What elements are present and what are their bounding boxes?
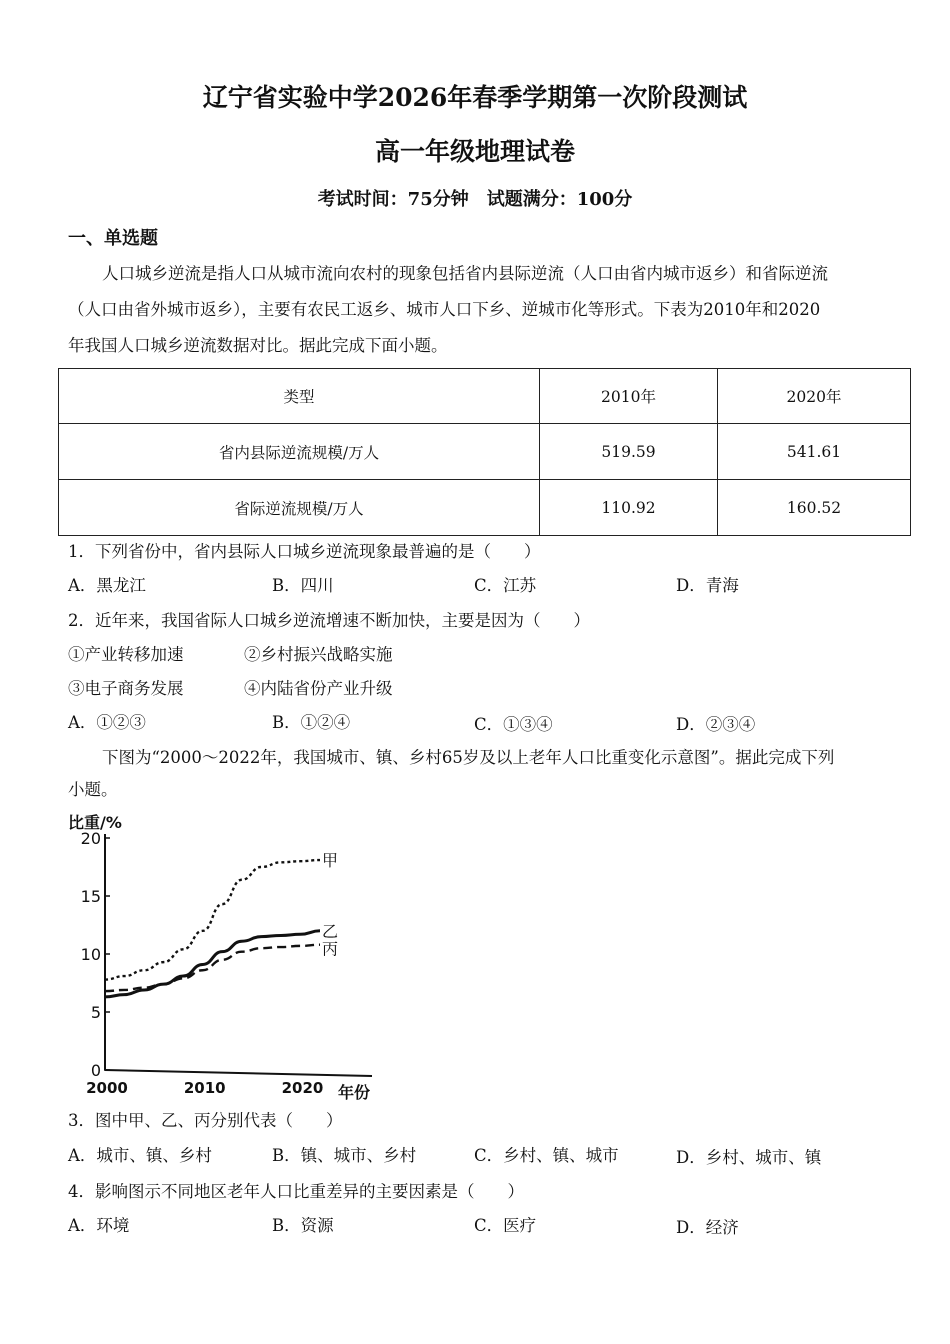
question-2-item-4: ④内陆省份产业升级 xyxy=(244,679,393,698)
series-line-1 xyxy=(105,860,320,979)
exam-title: 辽宁省实验中学2026年春季学期第一次阶段测试 xyxy=(202,83,748,112)
y-tick-label: 0 xyxy=(90,1061,101,1080)
question-4-option-d: D．经济 xyxy=(676,1218,739,1237)
series-label-2: 乙 xyxy=(322,921,339,941)
section-heading: 一、单选题 xyxy=(68,228,158,249)
chart-svg xyxy=(60,808,390,1104)
question-4-option-c: C．医疗 xyxy=(474,1216,537,1235)
question-3-option-a: A．城市、镇、乡村 xyxy=(68,1146,212,1165)
y-tick-label: 10 xyxy=(80,945,101,964)
question-2-item-3: ③电子商务发展 xyxy=(68,679,184,698)
question-3-option-b: B．镇、城市、乡村 xyxy=(272,1146,417,1165)
series-line-3 xyxy=(105,945,320,991)
table-header-cell: 类型 xyxy=(59,369,540,424)
x-axis xyxy=(105,1070,372,1076)
question-2-item-1: ①产业转移加速 xyxy=(68,645,184,664)
question-3-stem: 3．图中甲、乙、丙分别代表（ ） xyxy=(68,1111,343,1130)
question-2-option-b: B．①②④ xyxy=(272,713,351,732)
question-2-item-2: ②乡村振兴战略实施 xyxy=(244,645,393,664)
table-row xyxy=(59,480,911,536)
question-2-stem: 2．近年来，我国省际人口城乡逆流增速不断加快，主要是因为（ ） xyxy=(68,611,590,630)
x-tick-label: 2000 xyxy=(86,1079,128,1097)
table-header-row xyxy=(59,369,911,424)
question-1-option-c: C．江苏 xyxy=(474,576,537,595)
chart-intro-line-2: 小题。 xyxy=(68,780,118,799)
question-3-option-d: D．乡村、城市、镇 xyxy=(676,1148,822,1167)
table-cell: 160.52 xyxy=(718,480,911,536)
table-cell: 519.59 xyxy=(540,424,718,480)
data-table xyxy=(58,368,911,536)
question-1-option-b: B．四川 xyxy=(272,576,334,595)
intro-line-1: 人口城乡逆流是指人口从城市流向农村的现象包括省内县际逆流（人口由省内城市返乡）和省际逆流 xyxy=(102,264,828,283)
question-4-option-b: B．资源 xyxy=(272,1216,334,1235)
x-tick-label: 2010 xyxy=(183,1079,226,1097)
question-2-option-c: C．①③④ xyxy=(474,715,553,734)
y-tick-label: 5 xyxy=(90,1003,101,1022)
table-row xyxy=(59,424,911,480)
table-cell: 541.61 xyxy=(718,424,911,480)
y-tick-label: 15 xyxy=(80,887,101,906)
question-4-option-a: A．环境 xyxy=(68,1216,130,1235)
question-1-option-d: D．青海 xyxy=(676,576,739,595)
exam-info: 考试时间：75分钟 试题满分：100分 xyxy=(317,189,633,210)
table-header-cell: 2010年 xyxy=(540,369,718,424)
question-1-stem: 1．下列省份中，省内县际人口城乡逆流现象最普遍的是（ ） xyxy=(68,542,541,561)
question-2-option-a: A．①②③ xyxy=(68,713,146,732)
intro-line-3: 年我国人口城乡逆流数据对比。据此完成下面小题。 xyxy=(68,336,448,355)
table-header-cell: 2020年 xyxy=(718,369,911,424)
table-cell: 110.92 xyxy=(540,480,718,536)
chart-intro-line-1: 下图为“2000～2022年，我国城市、镇、乡村65岁及以上老年人口比重变化示意图”。据此完成下列 xyxy=(102,748,835,767)
question-4-stem: 4．影响图示不同地区老年人口比重差异的主要因素是（ ） xyxy=(68,1182,524,1201)
exam-subtitle: 高一年级地理试卷 xyxy=(374,137,575,166)
y-tick-label: 20 xyxy=(80,829,101,848)
series-label-1: 甲 xyxy=(322,851,339,871)
intro-line-2: （人口由省外城市返乡），主要有农民工返乡、城市人口下乡、逆城市化等形式。下表为2010年和2020 xyxy=(68,300,821,319)
x-axis-label: 年份 xyxy=(338,1083,371,1102)
elderly-ratio-chart xyxy=(60,808,390,1104)
table-cell: 省际逆流规模/万人 xyxy=(59,480,540,536)
y-axis-label: 比重/% xyxy=(68,813,122,832)
question-3-option-c: C．乡村、镇、城市 xyxy=(474,1146,619,1165)
series-label-3: 丙 xyxy=(322,939,339,959)
question-2-option-d: D．②③④ xyxy=(676,715,756,734)
question-1-option-a: A．黑龙江 xyxy=(68,576,146,595)
table-cell: 省内县际逆流规模/万人 xyxy=(59,424,540,480)
x-tick-label: 2020 xyxy=(281,1079,324,1097)
